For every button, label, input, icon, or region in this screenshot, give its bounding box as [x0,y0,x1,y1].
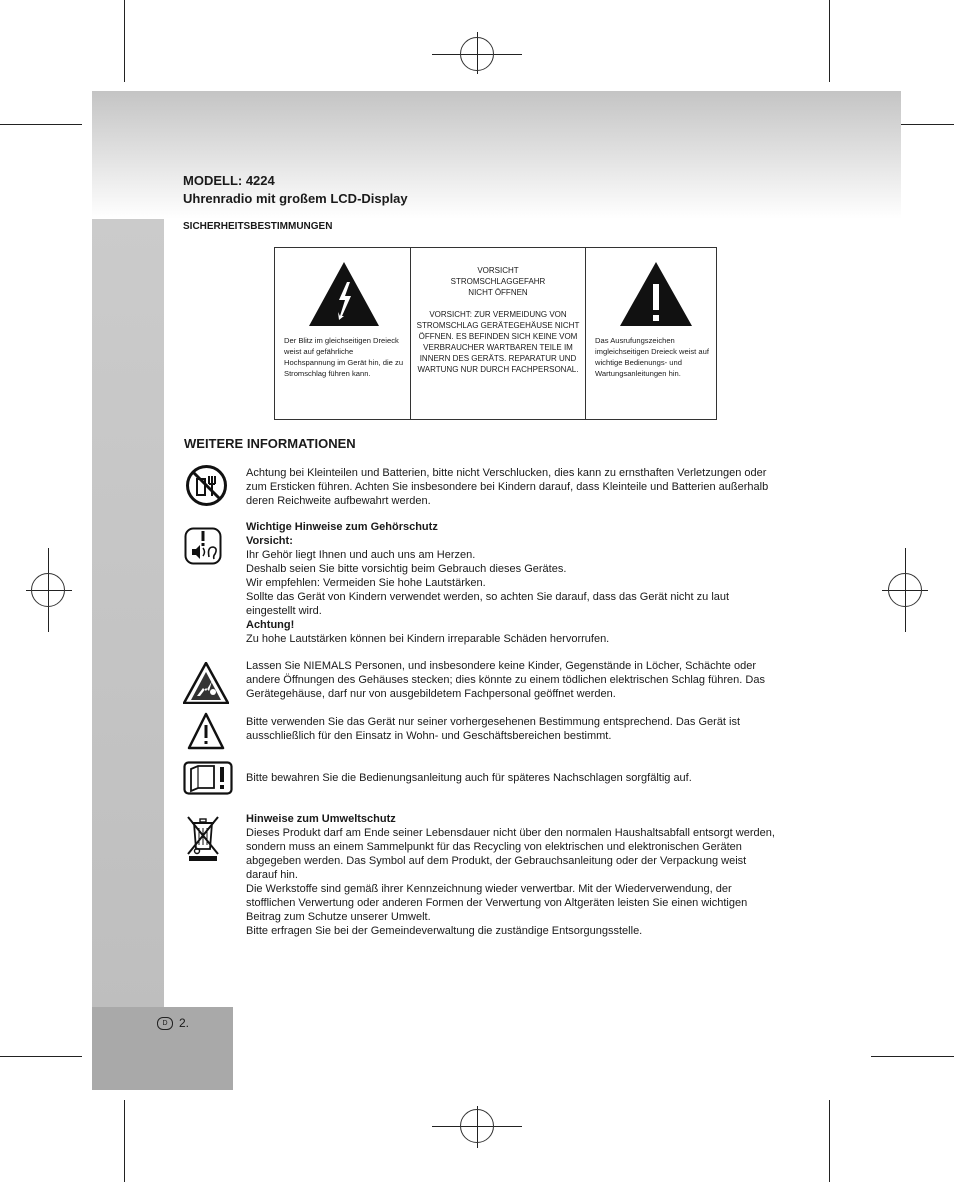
language-badge: D [157,1017,173,1030]
crop-mark [124,1100,125,1182]
hearing-protection-icon [184,527,222,565]
environment-section [246,812,776,938]
product-name: Uhrenradio mit großem LCD-Display [183,191,408,206]
caution-cell [411,248,586,419]
registration-circle [460,1109,494,1143]
keep-manual-text: Bitte bewahren Sie die Bedienungsanleitung auch für späteres Nachschlagen sorgfältig auf. [246,772,692,784]
registration-circle [888,573,922,607]
lightning-caption: Der Blitz im gleichseitigen Dreieck weist auf gefährliche Hochspannung im Gerät hin, die zu Stromschlag führen kann. [284,336,404,378]
caution-body: VORSICHT: ZUR VERMEIDUNG VON STROMSCHLAG GERÄTEGEHÄUSE NICHT ÖFFNEN. ES BEFINDEN SICH KEINE VOM VERBRAUCHER WARTBAREN TEILE IM INNERN DES GERÄTS. REPARATUR UND WARTUNG NUR DURCH FACHPERSONAL. [416,310,580,374]
page-number [157,1016,189,1030]
safety-warning-table [274,247,717,420]
intended-use-text: Bitte verwenden Sie das Gerät nur seiner vorhergesehenen Bestimmung entsprechend. Das Gerät ist ausschließlich für den Einsatz in Wohn- und Geschäftsbereichen bestimmt. [246,716,741,742]
page-number-text: 2. [179,1016,190,1030]
crop-mark [124,0,125,82]
crop-mark [829,1100,830,1182]
manual-book-icon [183,761,233,795]
safety-title: SICHERHEITSBESTIMMUNGEN [183,221,333,232]
model-heading [183,172,408,208]
openings-text: Lassen Sie NIEMALS Personen, und insbesondere keine Kinder, Gegenstände in Löcher, Schächte oder andere Öffnungen des Gehäuses stecken; dies könnte zu einem tödlichen elektrischen Schlag führen. Das Gerätegehäuse, darf nur von ausgebildetem Fachpersonal geöffnet werden. [246,660,765,700]
caution-line-2: STROMSCHLAGGEFAHR [450,277,546,286]
crop-mark [871,1056,954,1057]
environment-para-3: Bitte erfragen Sie bei der Gemeindeverwaltung die zuständige Entsorgungsstelle. [246,925,643,937]
lightning-cell [275,248,411,419]
model-number: MODELL: 4224 [183,173,275,188]
hearing-line-3: Wir empfehlen: Vermeiden Sie hohe Lautstärken. [246,577,486,589]
caution-line-3: NICHT ÖFFNEN [468,288,528,297]
exclamation-cell [586,248,716,419]
hearing-line-4: Sollte das Gerät von Kindern verwendet werden, so achten Sie darauf, dass das Gerät nicht zu laut eingestellt wird. [246,591,730,617]
lightning-triangle-icon [309,262,379,326]
registration-circle [460,37,494,71]
environment-para-1: Dieses Produkt darf am Ende seiner Lebensdauer nicht über den normalen Haushaltsabfall entsorgt werden, sondern muss an einem Sammelpunkt für das Recycling von elektrischen und elektronischen Geräten abgegeben werden. Das Symbol auf dem Produkt, der Gebrauchsanleitung oder der Verpackung weist darauf hin. [246,827,775,881]
hearing-caution-label: Vorsicht: [246,535,293,547]
environment-para-2: Die Werkstoffe sind gemäß ihrer Kennzeichnung wieder verwertbar. Mit der Wiederverwendung, der stofflichen Verwertung oder anderen Formen der Verwertung von Altgeräten leisten Sie einen wichtigen Beitrag zum Schutze unserer Umwelt. [246,883,748,923]
exclamation-caption: Das Ausrufungszeichen imgleichseitigen Dreieck weist auf wichtige Bedienungs- und Wartungsanleitungen hin. [595,336,709,378]
hearing-attention-label: Achtung! [246,619,295,631]
electric-shock-warning-icon [183,662,229,704]
hearing-line-5: Zu hohe Lautstärken können bei Kindern irreparable Schäden hervorrufen. [246,633,610,645]
warning-triangle-icon [187,712,225,750]
exclamation-triangle-icon [620,262,692,326]
crop-mark [829,0,830,82]
hearing-title: Wichtige Hinweise zum Gehörschutz [246,521,438,533]
crop-mark [0,1056,82,1057]
more-info-title: WEITERE INFORMATIONEN [184,436,356,451]
caution-line-1: VORSICHT [477,266,519,275]
hearing-line-2: Deshalb seien Sie bitte vorsichtig beim Gebrauch dieses Gerätes. [246,563,567,575]
small-parts-text: Achtung bei Kleinteilen und Batterien, bitte nicht Verschlucken, dies kann zu ernsthaften Verletzungen oder zum Ersticken führen. Achten Sie insbesondere bei Kindern darauf, dass Kleinteile und Batterien außerhalb deren Reichweite aufbewahrt werden. [246,467,769,507]
registration-circle [31,573,65,607]
crop-mark [0,124,82,125]
left-sidebar [92,219,164,1090]
environment-title: Hinweise zum Umweltschutz [246,813,396,825]
no-swallow-icon [185,464,228,507]
hearing-section [246,520,776,646]
weee-bin-icon [185,814,221,862]
hearing-line-1: Ihr Gehör liegt Ihnen und auch uns am Herzen. [246,549,476,561]
